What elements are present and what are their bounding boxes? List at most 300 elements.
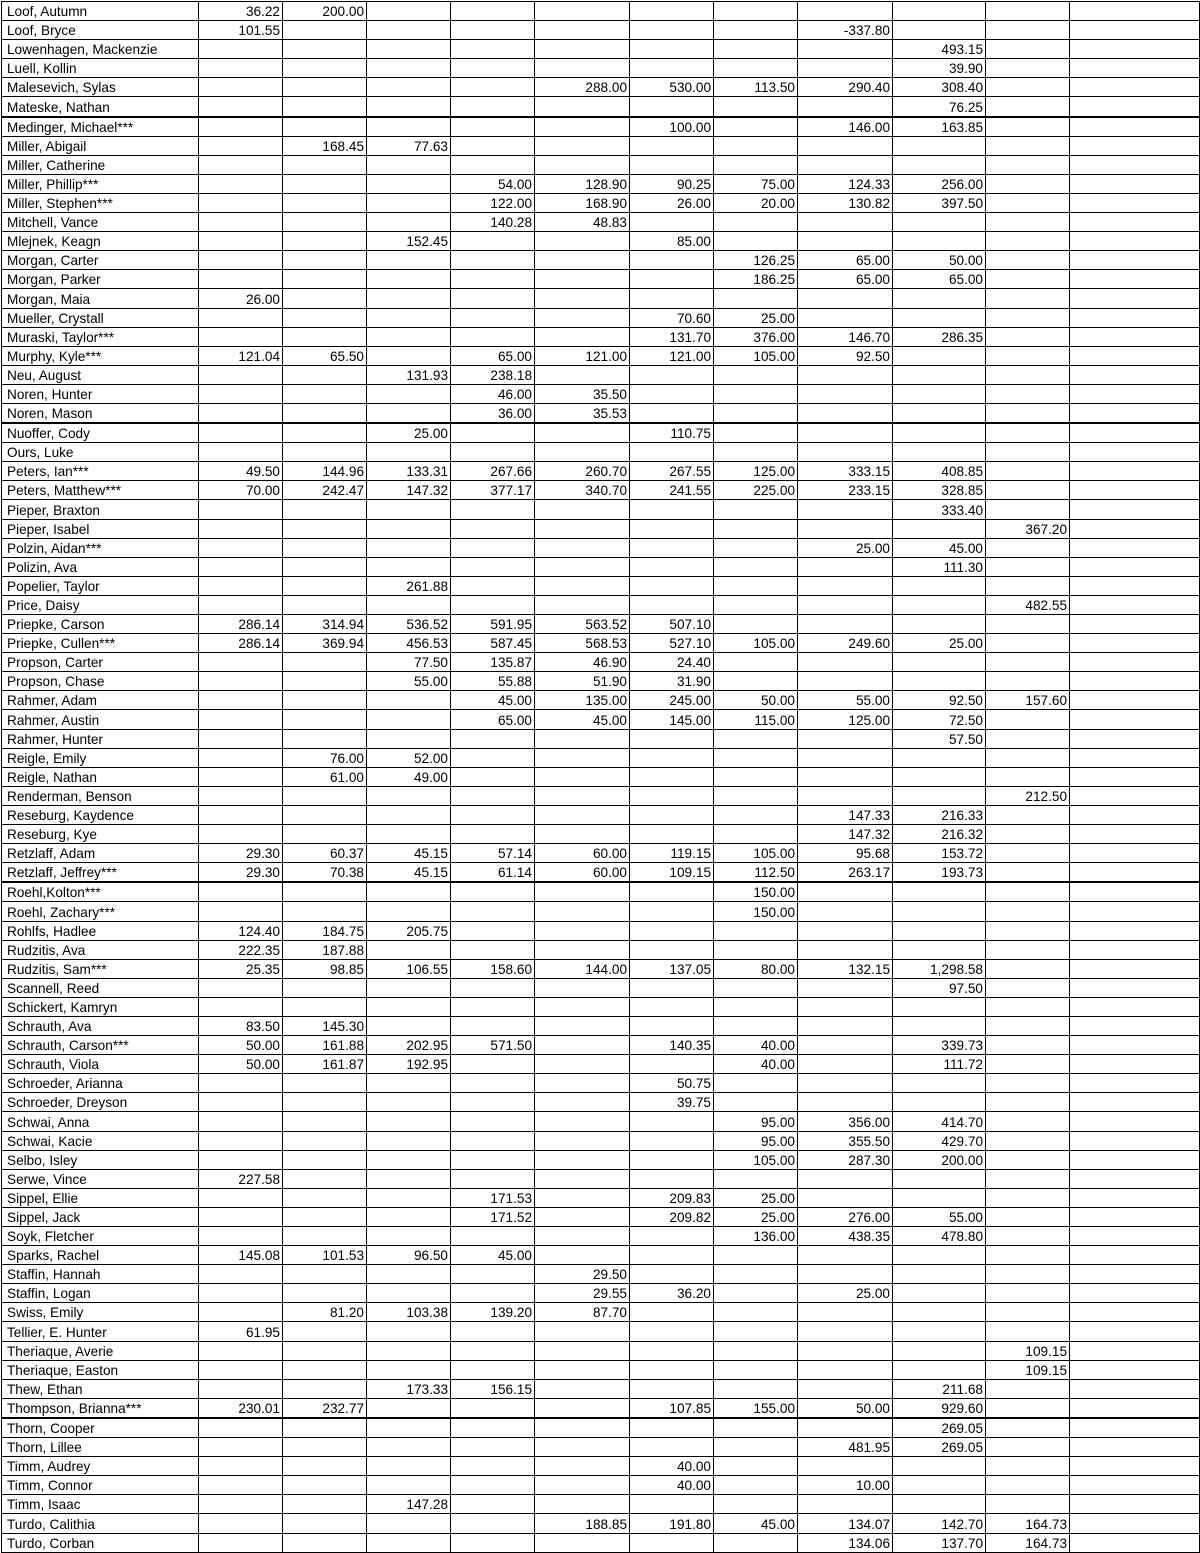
amount-cell [1070,940,1200,959]
amount-cell [367,1265,451,1284]
amount-cell [283,538,367,557]
amount-cell [893,767,986,786]
person-name-cell: Priepke, Carson [2,615,199,634]
amount-cell [535,117,630,137]
amount-cell [283,423,367,443]
amount-cell: 110.75 [630,423,714,443]
amount-cell [798,136,893,155]
amount-cell [1070,1533,1200,1552]
amount-cell [893,940,986,959]
amount-cell: -337.80 [798,21,893,40]
amount-cell [367,1398,451,1418]
amount-cell [535,902,630,921]
amount-cell [451,1112,535,1131]
amount-cell [1070,500,1200,519]
amount-cell [199,825,283,844]
amount-cell [1070,863,1200,883]
amount-cell [986,481,1070,500]
amount-cell [535,1112,630,1131]
amount-cell [1070,1418,1200,1438]
amount-cell [283,40,367,59]
amount-cell [986,403,1070,423]
amount-cell [451,1457,535,1476]
amount-cell: 146.70 [798,327,893,346]
amount-cell: 105.00 [714,346,798,365]
person-name-cell: Swiss, Emily [2,1303,199,1322]
amount-cell: 65.00 [798,251,893,270]
amount-cell: 10.00 [798,1476,893,1495]
amount-cell [535,1207,630,1226]
amount-cell [893,308,986,327]
amount-cell [1070,174,1200,193]
amount-cell: 135.00 [535,691,630,710]
amount-cell: 25.35 [199,959,283,978]
amount-cell: 49.00 [367,767,451,786]
person-name-cell: Sippel, Jack [2,1207,199,1226]
person-name-cell: Timm, Audrey [2,1457,199,1476]
amount-cell [451,1227,535,1246]
amount-cell [283,1379,367,1398]
amount-cell [798,748,893,767]
table-row [2,117,1200,137]
amount-cell [630,882,714,902]
amount-cell [893,1074,986,1093]
table-row [2,423,1200,443]
person-name-cell: Neu, August [2,365,199,384]
amount-cell [1070,59,1200,78]
amount-cell [714,595,798,614]
amount-cell [535,825,630,844]
table-row [2,825,1200,844]
amount-cell [451,1284,535,1303]
amount-cell [199,1533,283,1552]
amount-cell [451,1514,535,1533]
amount-cell [893,653,986,672]
amount-cell [199,327,283,346]
amount-cell [798,1495,893,1514]
amount-cell [798,1418,893,1438]
amount-cell: 161.87 [283,1055,367,1074]
amount-cell: 60.37 [283,844,367,863]
amount-cell [283,1284,367,1303]
amount-cell [367,403,451,423]
amount-cell [714,384,798,403]
amount-cell [714,1360,798,1379]
amount-cell [199,710,283,729]
table-row [2,1207,1200,1226]
amount-cell [798,902,893,921]
amount-cell [1070,1360,1200,1379]
amount-cell [367,710,451,729]
amount-cell [986,1131,1070,1150]
amount-cell [893,882,986,902]
amount-cell [798,308,893,327]
amount-cell: 340.70 [535,481,630,500]
amount-cell [986,136,1070,155]
amount-cell: 29.50 [535,1265,630,1284]
amount-cell [283,786,367,805]
amount-cell: 75.00 [714,174,798,193]
amount-cell [367,978,451,997]
amount-cell [1070,691,1200,710]
amount-cell [451,117,535,137]
amount-cell: 39.90 [893,59,986,78]
amount-cell [893,595,986,614]
amount-cell [535,748,630,767]
person-name-cell: Peters, Matthew*** [2,481,199,500]
amount-cell: 90.25 [630,174,714,193]
amount-cell: 101.53 [283,1246,367,1265]
amount-cell [1070,1341,1200,1360]
table-row [2,710,1200,729]
person-name-cell: Turdo, Corban [2,1533,199,1552]
table-row [2,1303,1200,1322]
amount-cell [986,117,1070,137]
table-row [2,1533,1200,1552]
amount-cell [535,232,630,251]
amount-cell [1070,403,1200,423]
table-row [2,193,1200,212]
person-name-cell: Rudzitis, Sam*** [2,959,199,978]
amount-cell [283,1207,367,1226]
amount-cell [1070,289,1200,308]
amount-cell: 124.40 [199,921,283,940]
amount-cell [451,40,535,59]
amount-cell [798,978,893,997]
amount-cell [451,1418,535,1438]
amount-cell: 286.14 [199,615,283,634]
amount-cell: 121.00 [535,346,630,365]
person-name-cell: Pieper, Braxton [2,500,199,519]
amount-cell [986,1495,1070,1514]
amount-cell [798,155,893,174]
amount-cell: 95.68 [798,844,893,863]
amount-cell [986,1246,1070,1265]
table-row [2,538,1200,557]
person-name-cell: Schrauth, Viola [2,1055,199,1074]
amount-cell [986,1036,1070,1055]
amount-cell [535,251,630,270]
amount-cell [367,691,451,710]
amount-cell: 24.40 [630,653,714,672]
amount-cell [714,576,798,595]
amount-cell [451,1074,535,1093]
amount-cell: 134.07 [798,1514,893,1533]
person-name-cell: Loof, Autumn [2,2,199,21]
person-name-cell: Retzlaff, Jeffrey*** [2,863,199,883]
amount-cell [798,615,893,634]
amount-cell [798,729,893,748]
amount-cell [199,59,283,78]
table-row [2,289,1200,308]
amount-cell [893,1341,986,1360]
amount-cell: 55.00 [798,691,893,710]
amount-cell: 171.53 [451,1188,535,1207]
table-row [2,308,1200,327]
amount-cell [986,213,1070,232]
amount-cell: 57.14 [451,844,535,863]
amount-cell [630,251,714,270]
person-name-cell: Propson, Carter [2,653,199,672]
amount-cell [714,786,798,805]
table-row [2,1016,1200,1035]
amount-cell [535,1169,630,1188]
amount-cell [199,403,283,423]
amount-cell: 367.20 [986,519,1070,538]
table-row [2,1112,1200,1131]
amount-cell [535,423,630,443]
amount-cell [630,1360,714,1379]
amount-cell [893,1360,986,1379]
amount-cell: 121.04 [199,346,283,365]
amount-cell: 568.53 [535,634,630,653]
amount-cell [283,1227,367,1246]
amount-cell: 139.20 [451,1303,535,1322]
amount-cell [451,1093,535,1112]
amount-cell [986,97,1070,117]
amount-cell [451,1150,535,1169]
amount-cell [451,882,535,902]
amount-cell [798,384,893,403]
amount-cell [1070,1188,1200,1207]
amount-cell [199,40,283,59]
amount-cell [893,902,986,921]
amount-cell [630,519,714,538]
amount-cell: 96.50 [367,1246,451,1265]
amount-cell [714,1457,798,1476]
amount-cell [283,1150,367,1169]
amount-cell [199,423,283,443]
amount-cell [893,423,986,443]
amount-cell [535,786,630,805]
amount-cell: 168.45 [283,136,367,155]
person-name-cell: Morgan, Maia [2,289,199,308]
amount-cell [283,1169,367,1188]
amount-cell [199,232,283,251]
amount-cell [451,97,535,117]
amount-cell [986,308,1070,327]
amount-cell [283,1112,367,1131]
amount-cell: 155.00 [714,1398,798,1418]
amount-cell [798,786,893,805]
amount-cell [367,289,451,308]
amount-cell: 76.00 [283,748,367,767]
table-row [2,921,1200,940]
person-name-cell: Malesevich, Sylas [2,78,199,97]
table-row [2,1379,1200,1398]
amount-cell [798,40,893,59]
amount-cell [283,21,367,40]
amount-cell [535,270,630,289]
table-row [2,959,1200,978]
amount-cell [535,767,630,786]
amount-cell [199,1112,283,1131]
amount-cell [714,825,798,844]
amount-cell: 145.00 [630,710,714,729]
amount-cell: 168.90 [535,193,630,212]
amount-cell [283,289,367,308]
amount-cell: 26.00 [199,289,283,308]
amount-cell: 222.35 [199,940,283,959]
amount-cell [798,443,893,462]
amount-cell: 119.15 [630,844,714,863]
amount-cell [535,1476,630,1495]
amount-cell [630,767,714,786]
amount-cell [986,1207,1070,1226]
amount-cell: 45.00 [451,1246,535,1265]
amount-cell [798,1341,893,1360]
amount-cell: 369.94 [283,634,367,653]
amount-cell: 95.00 [714,1131,798,1150]
amount-cell [630,1341,714,1360]
amount-cell [535,1495,630,1514]
amount-cell [986,155,1070,174]
amount-cell [986,462,1070,481]
amount-cell: 147.32 [798,825,893,844]
amount-cell [1070,117,1200,137]
amount-cell [630,825,714,844]
amount-cell [199,1514,283,1533]
amount-cell [283,213,367,232]
amount-cell: 109.15 [986,1360,1070,1379]
amount-cell [367,1438,451,1457]
amount-cell [367,1188,451,1207]
amount-cell: 20.00 [714,193,798,212]
amount-cell [535,97,630,117]
amount-cell: 478.80 [893,1227,986,1246]
amount-cell [283,117,367,137]
amount-cell: 55.00 [893,1207,986,1226]
person-name-cell: Propson, Chase [2,672,199,691]
amount-cell: 103.38 [367,1303,451,1322]
person-name-cell: Schwai, Anna [2,1112,199,1131]
amount-cell [798,767,893,786]
amount-cell [451,978,535,997]
amount-cell [798,882,893,902]
amount-cell [283,805,367,824]
amount-cell [199,882,283,902]
table-row [2,155,1200,174]
amount-cell: 121.00 [630,346,714,365]
amount-cell [714,1438,798,1457]
amount-cell [986,825,1070,844]
amount-cell [451,251,535,270]
amount-cell: 70.00 [199,481,283,500]
table-row [2,1514,1200,1533]
ledger-body [2,2,1200,1553]
amount-cell [893,519,986,538]
person-name-cell: Roehl,Kolton*** [2,882,199,902]
amount-cell: 211.68 [893,1379,986,1398]
amount-cell [714,805,798,824]
amount-cell [630,1265,714,1284]
amount-cell [986,327,1070,346]
amount-cell [986,1150,1070,1169]
amount-cell: 40.00 [630,1476,714,1495]
table-row [2,270,1200,289]
amount-cell [1070,1514,1200,1533]
amount-cell [798,1360,893,1379]
amount-cell [986,1438,1070,1457]
amount-cell [199,1457,283,1476]
amount-cell [986,384,1070,403]
amount-cell [630,21,714,40]
amount-cell: 339.73 [893,1036,986,1055]
amount-cell: 328.85 [893,481,986,500]
person-name-cell: Staffin, Hannah [2,1265,199,1284]
amount-cell [283,97,367,117]
person-name-cell: Schrauth, Carson*** [2,1036,199,1055]
amount-cell [535,40,630,59]
amount-cell [986,1074,1070,1093]
amount-cell [451,270,535,289]
amount-cell [199,557,283,576]
amount-cell [367,595,451,614]
amount-cell: 106.55 [367,959,451,978]
amount-cell [986,365,1070,384]
amount-cell [199,538,283,557]
amount-cell [367,882,451,902]
amount-cell [630,748,714,767]
amount-cell [986,978,1070,997]
table-row [2,462,1200,481]
amount-cell: 267.55 [630,462,714,481]
amount-cell [986,615,1070,634]
amount-cell [986,1284,1070,1303]
amount-cell [451,2,535,21]
person-name-cell: Muraski, Taylor*** [2,327,199,346]
amount-cell [986,710,1070,729]
amount-cell: 122.00 [451,193,535,212]
amount-cell [283,978,367,997]
amount-cell: 408.85 [893,462,986,481]
amount-cell: 256.00 [893,174,986,193]
amount-cell [367,1418,451,1438]
table-row [2,805,1200,824]
amount-cell [630,443,714,462]
amount-cell: 308.40 [893,78,986,97]
person-name-cell: Rahmer, Adam [2,691,199,710]
amount-cell: 130.82 [798,193,893,212]
amount-cell [1070,462,1200,481]
person-name-cell: Miller, Stephen*** [2,193,199,212]
amount-cell [367,1169,451,1188]
amount-cell [714,1074,798,1093]
amount-cell: 52.00 [367,748,451,767]
amount-cell [630,1418,714,1438]
amount-cell [986,423,1070,443]
amount-cell: 212.50 [986,786,1070,805]
person-name-cell: Ours, Luke [2,443,199,462]
amount-cell: 288.00 [535,78,630,97]
table-row [2,844,1200,863]
amount-cell: 163.85 [893,117,986,137]
amount-cell [1070,710,1200,729]
amount-cell [451,902,535,921]
amount-cell: 40.00 [714,1036,798,1055]
amount-cell [1070,136,1200,155]
amount-cell [1070,2,1200,21]
amount-cell: 61.95 [199,1322,283,1341]
person-name-cell: Priepke, Cullen*** [2,634,199,653]
amount-cell [535,1188,630,1207]
amount-cell [451,997,535,1016]
amount-cell [630,1495,714,1514]
amount-cell [714,921,798,940]
amount-cell: 145.08 [199,1246,283,1265]
person-name-cell: Luell, Kollin [2,59,199,78]
amount-cell: 113.50 [714,78,798,97]
